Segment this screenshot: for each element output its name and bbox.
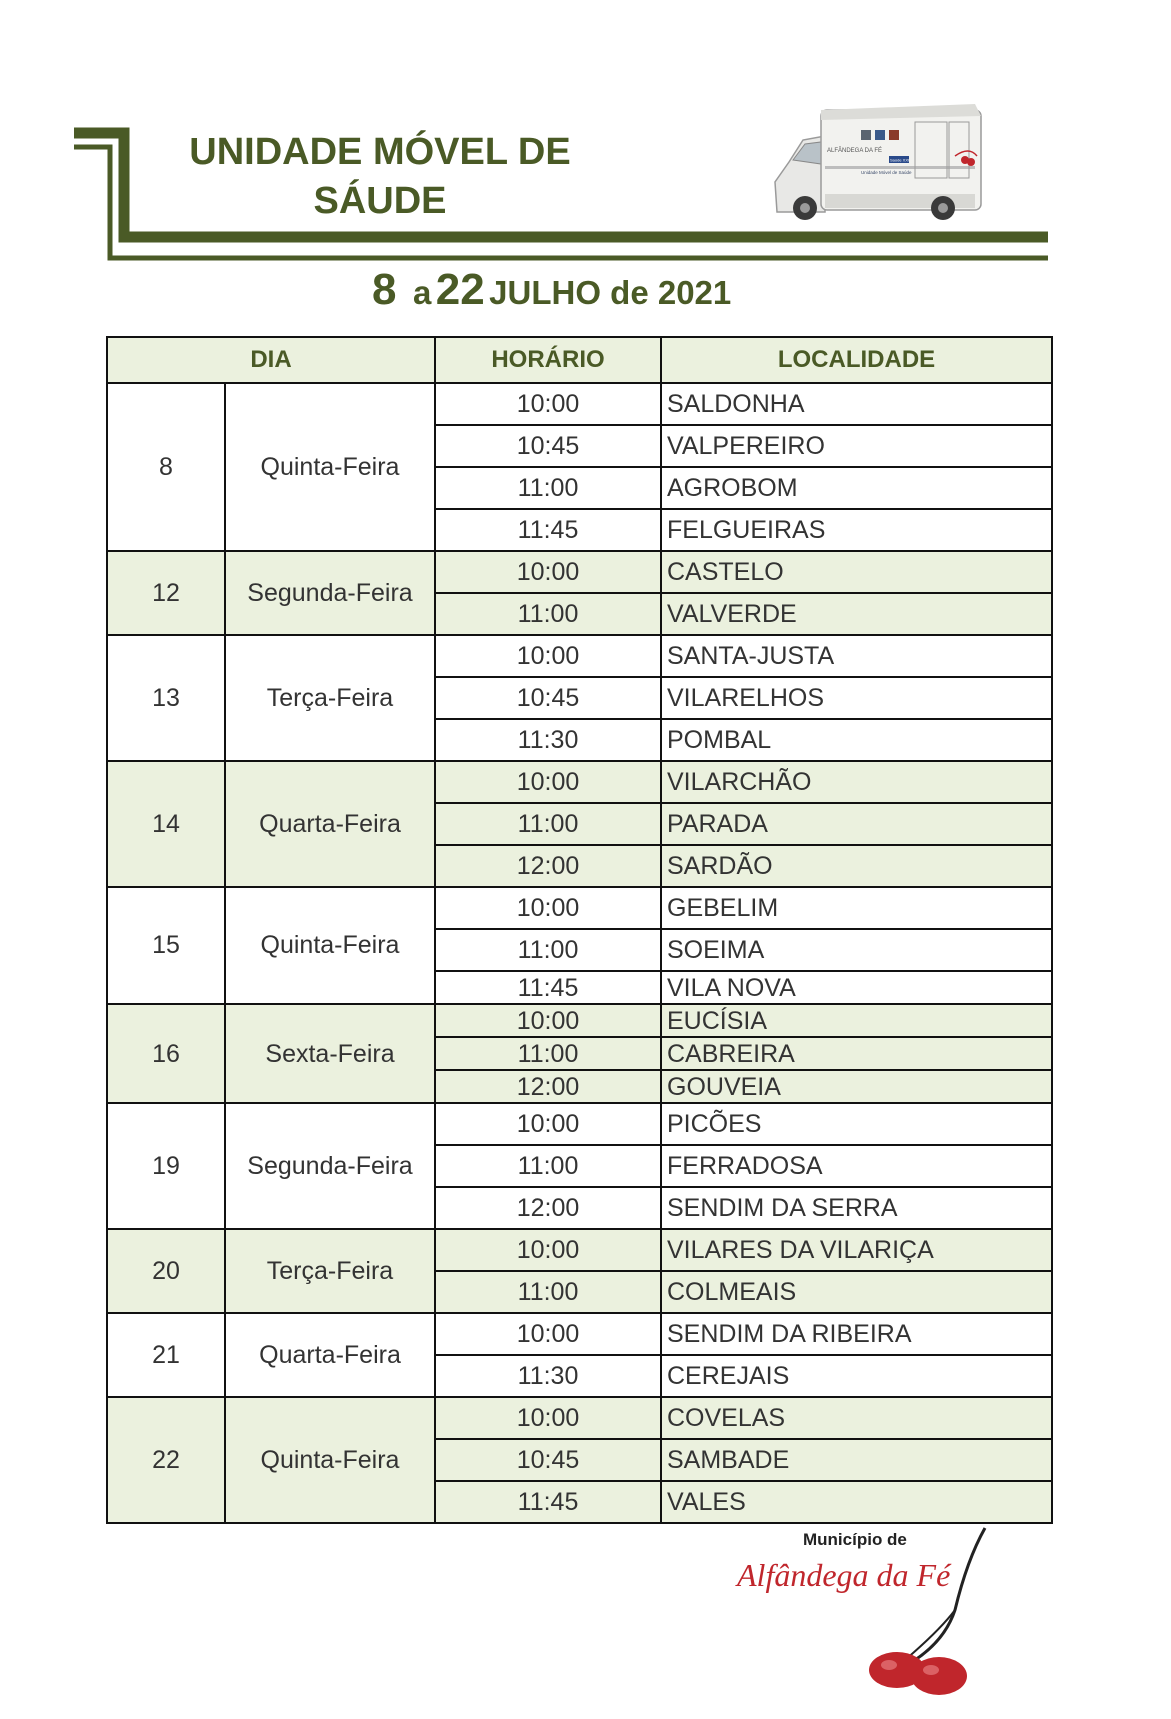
- place-cell: PICÕES: [661, 1103, 1052, 1145]
- place-cell: VILARCHÃO: [661, 761, 1052, 803]
- table-row: [107, 761, 1052, 803]
- municipality-logo: [735, 1520, 1020, 1700]
- place-cell: COLMEAIS: [661, 1271, 1052, 1313]
- time-cell: 12:00: [435, 1187, 661, 1229]
- time-cell: 11:45: [435, 1481, 661, 1523]
- table-row: [107, 383, 1052, 425]
- time-cell: 11:30: [435, 719, 661, 761]
- van-badge: Saúde XXI: [890, 157, 910, 163]
- day-number: 15: [107, 887, 225, 1004]
- time-cell: 11:00: [435, 803, 661, 845]
- time-cell: 10:00: [435, 551, 661, 593]
- place-cell: SANTA-JUSTA: [661, 635, 1052, 677]
- time-cell: 11:00: [435, 1145, 661, 1187]
- date-connector: a: [412, 274, 432, 311]
- logo-line-2: Alfândega da Fé: [737, 1557, 951, 1593]
- weekday: Terça-Feira: [225, 635, 435, 761]
- date-month-year: JULHO de 2021: [489, 274, 732, 311]
- header-localidade: LOCALIDADE: [661, 337, 1052, 383]
- weekday: Terça-Feira: [225, 1229, 435, 1313]
- place-cell: CASTELO: [661, 551, 1052, 593]
- time-cell: 10:00: [435, 1004, 661, 1037]
- place-cell: SAMBADE: [661, 1439, 1052, 1481]
- table-row: [107, 551, 1052, 593]
- place-cell: VILARES DA VILARIÇA: [661, 1229, 1052, 1271]
- date-range: [372, 265, 731, 315]
- time-cell: 10:00: [435, 761, 661, 803]
- day-number: 14: [107, 761, 225, 887]
- time-cell: 11:30: [435, 1355, 661, 1397]
- place-cell: FERRADOSA: [661, 1145, 1052, 1187]
- place-cell: GOUVEIA: [661, 1070, 1052, 1103]
- place-cell: SOEIMA: [661, 929, 1052, 971]
- table-row: [107, 1229, 1052, 1271]
- weekday: Quarta-Feira: [225, 761, 435, 887]
- title-line-2: SÁUDE: [313, 180, 447, 222]
- place-cell: CABREIRA: [661, 1037, 1052, 1070]
- day-number: 13: [107, 635, 225, 761]
- time-cell: 11:00: [435, 593, 661, 635]
- time-cell: 12:00: [435, 845, 661, 887]
- place-cell: VALVERDE: [661, 593, 1052, 635]
- time-cell: 11:00: [435, 1271, 661, 1313]
- place-cell: EUCÍSIA: [661, 1004, 1052, 1037]
- weekday: Quinta-Feira: [225, 887, 435, 1004]
- time-cell: 10:00: [435, 1313, 661, 1355]
- place-cell: COVELAS: [661, 1397, 1052, 1439]
- time-cell: 10:45: [435, 1439, 661, 1481]
- place-cell: VALPEREIRO: [661, 425, 1052, 467]
- header-dia: DIA: [107, 337, 435, 383]
- time-cell: 11:45: [435, 971, 661, 1004]
- time-cell: 11:00: [435, 467, 661, 509]
- time-cell: 10:00: [435, 1103, 661, 1145]
- place-cell: SENDIM DA SERRA: [661, 1187, 1052, 1229]
- health-van-illustration: [765, 100, 987, 226]
- day-number: 22: [107, 1397, 225, 1523]
- time-cell: 11:45: [435, 509, 661, 551]
- schedule-table: [106, 336, 1053, 1524]
- place-cell: FELGUEIRAS: [661, 509, 1052, 551]
- place-cell: SENDIM DA RIBEIRA: [661, 1313, 1052, 1355]
- date-end: 22: [435, 265, 485, 314]
- time-cell: 10:00: [435, 1229, 661, 1271]
- day-number: 12: [107, 551, 225, 635]
- schedule-body: [107, 383, 1052, 1523]
- weekday: Quinta-Feira: [225, 1397, 435, 1523]
- place-cell: POMBAL: [661, 719, 1052, 761]
- place-cell: VALES: [661, 1481, 1052, 1523]
- day-number: 20: [107, 1229, 225, 1313]
- page-title: [160, 128, 600, 226]
- table-row: [107, 1397, 1052, 1439]
- date-start: 8: [372, 265, 397, 314]
- time-cell: 10:00: [435, 635, 661, 677]
- table-row: [107, 887, 1052, 929]
- cherry-icon: [911, 1657, 967, 1695]
- table-header-row: [107, 337, 1052, 383]
- table-row: [107, 1004, 1052, 1037]
- time-cell: 10:00: [435, 887, 661, 929]
- place-cell: AGROBOM: [661, 467, 1052, 509]
- weekday: Segunda-Feira: [225, 551, 435, 635]
- table-row: [107, 635, 1052, 677]
- weekday: Quinta-Feira: [225, 383, 435, 551]
- place-cell: GEBELIM: [661, 887, 1052, 929]
- van-label-top: ALFÂNDEGA DA FÉ: [827, 148, 883, 154]
- place-cell: VILARELHOS: [661, 677, 1052, 719]
- weekday: Quarta-Feira: [225, 1313, 435, 1397]
- time-cell: 10:00: [435, 1397, 661, 1439]
- place-cell: CEREJAIS: [661, 1355, 1052, 1397]
- day-number: 21: [107, 1313, 225, 1397]
- table-row: [107, 1103, 1052, 1145]
- day-number: 19: [107, 1103, 225, 1229]
- logo-line-1: Município de: [803, 1530, 907, 1549]
- day-number: 16: [107, 1004, 225, 1103]
- time-cell: 11:00: [435, 929, 661, 971]
- place-cell: SALDONHA: [661, 383, 1052, 425]
- table-row: [107, 1313, 1052, 1355]
- time-cell: 10:00: [435, 383, 661, 425]
- time-cell: 11:00: [435, 1037, 661, 1070]
- place-cell: PARADA: [661, 803, 1052, 845]
- day-number: 8: [107, 383, 225, 551]
- van-label-bottom: Unidade Móvel de Saúde: [861, 170, 912, 175]
- time-cell: 10:45: [435, 425, 661, 467]
- weekday: Segunda-Feira: [225, 1103, 435, 1229]
- title-line-1: UNIDADE MÓVEL DE: [189, 131, 571, 173]
- place-cell: VILA NOVA: [661, 971, 1052, 1004]
- weekday: Sexta-Feira: [225, 1004, 435, 1103]
- time-cell: 10:45: [435, 677, 661, 719]
- header-horario: HORÁRIO: [435, 337, 661, 383]
- time-cell: 12:00: [435, 1070, 661, 1103]
- place-cell: SARDÃO: [661, 845, 1052, 887]
